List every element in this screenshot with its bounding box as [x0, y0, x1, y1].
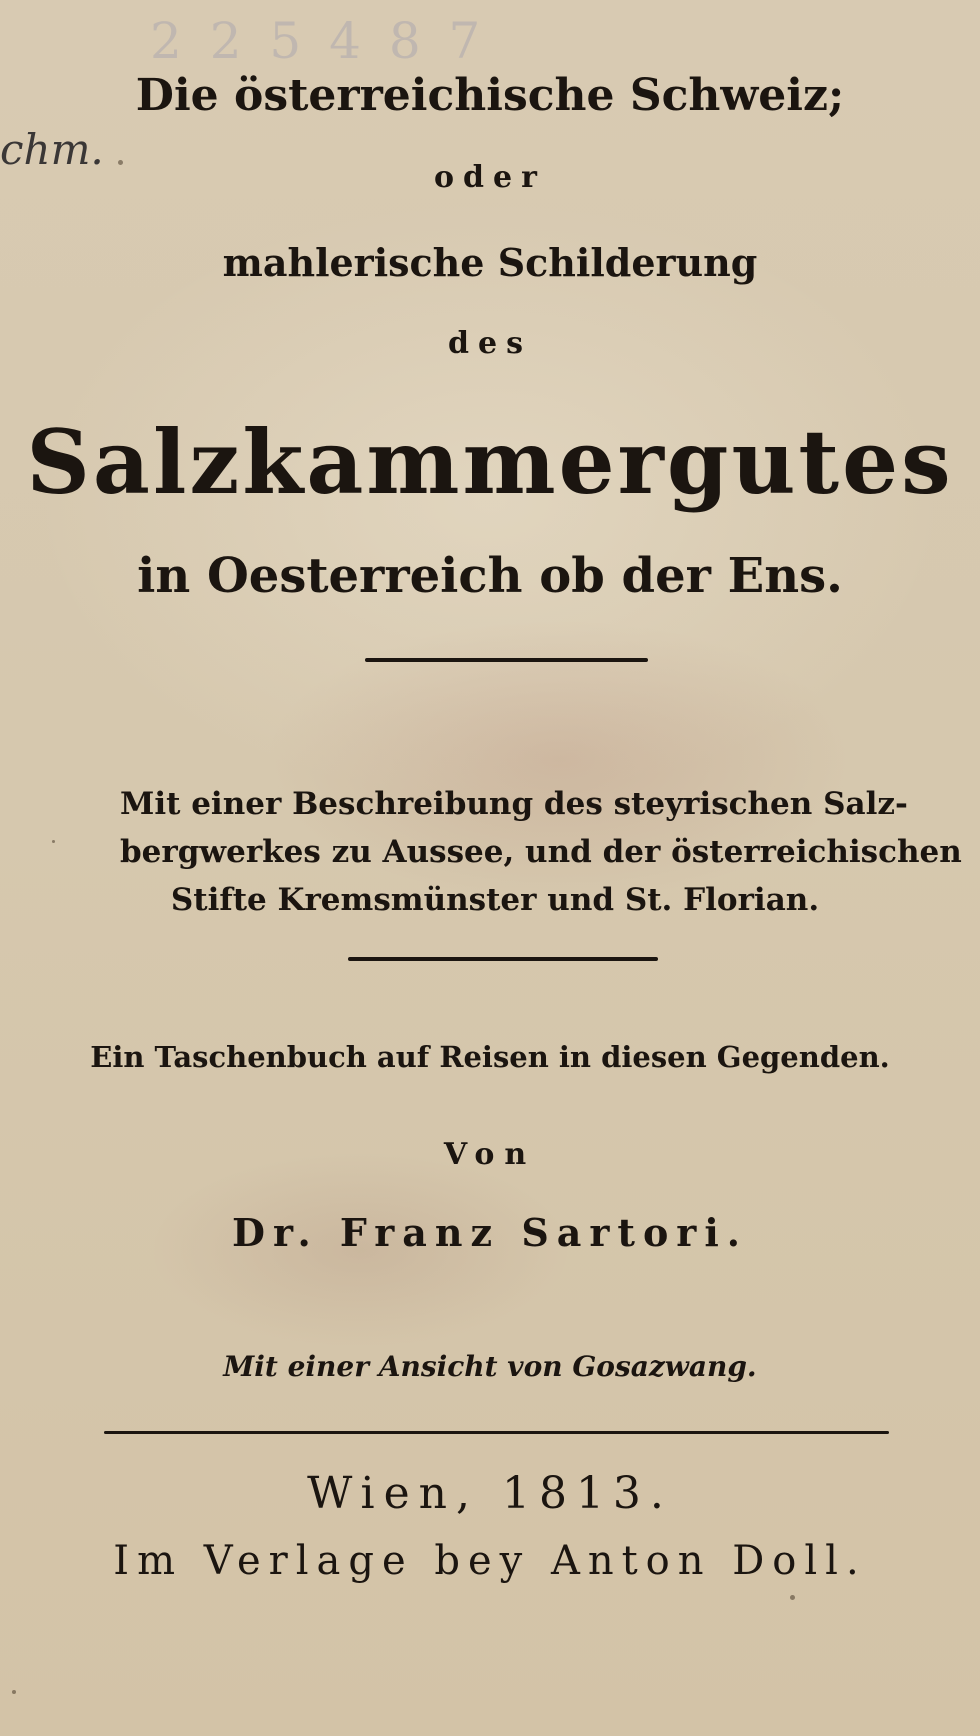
paper-speck — [790, 1595, 795, 1600]
description-text-3: Stifte Kremsmünster und St. Florian. — [170, 882, 820, 918]
paper-speck — [118, 160, 123, 165]
divider-rule-2 — [348, 957, 658, 961]
illustration-note: Mit einer Ansicht von Gosazwang. — [223, 1350, 757, 1383]
description-text-1: Mit einer Beschreibung des steyrischen Salz- — [120, 786, 908, 822]
description-line-2 — [120, 828, 962, 876]
place-and-year: Wien, 1813. — [307, 1468, 673, 1519]
library-stamp: 2 2 5 4 8 7 — [150, 12, 487, 70]
description-line-1 — [120, 780, 908, 828]
title-line-2: mahlerische Schilderung — [222, 240, 758, 285]
title-des: des — [448, 326, 532, 361]
title-oder: oder — [434, 160, 546, 195]
subtitle: Ein Taschenbuch auf Reisen in diesen Gegenden. — [90, 1040, 890, 1074]
margin-handwritten-note: chm. — [0, 125, 104, 174]
divider-rule-3 — [104, 1431, 889, 1434]
author-name: Dr. Franz Sartori. — [231, 1210, 748, 1255]
paper-speck — [12, 1690, 16, 1694]
paper-speck — [52, 840, 55, 843]
description-line-3 — [120, 876, 870, 924]
main-title: Salzkammergutes — [26, 410, 954, 514]
divider-rule-1 — [365, 658, 648, 662]
by-line: Von — [443, 1137, 537, 1172]
title-line-1: Die österreichische Schweiz; — [135, 70, 845, 121]
publisher-line: Im Verlage bey Anton Doll. — [113, 1538, 867, 1584]
title-line-3: in Oesterreich ob der Ens. — [137, 548, 843, 604]
description-text-2: bergwerkes zu Aussee, und der österreichischen — [120, 834, 962, 870]
